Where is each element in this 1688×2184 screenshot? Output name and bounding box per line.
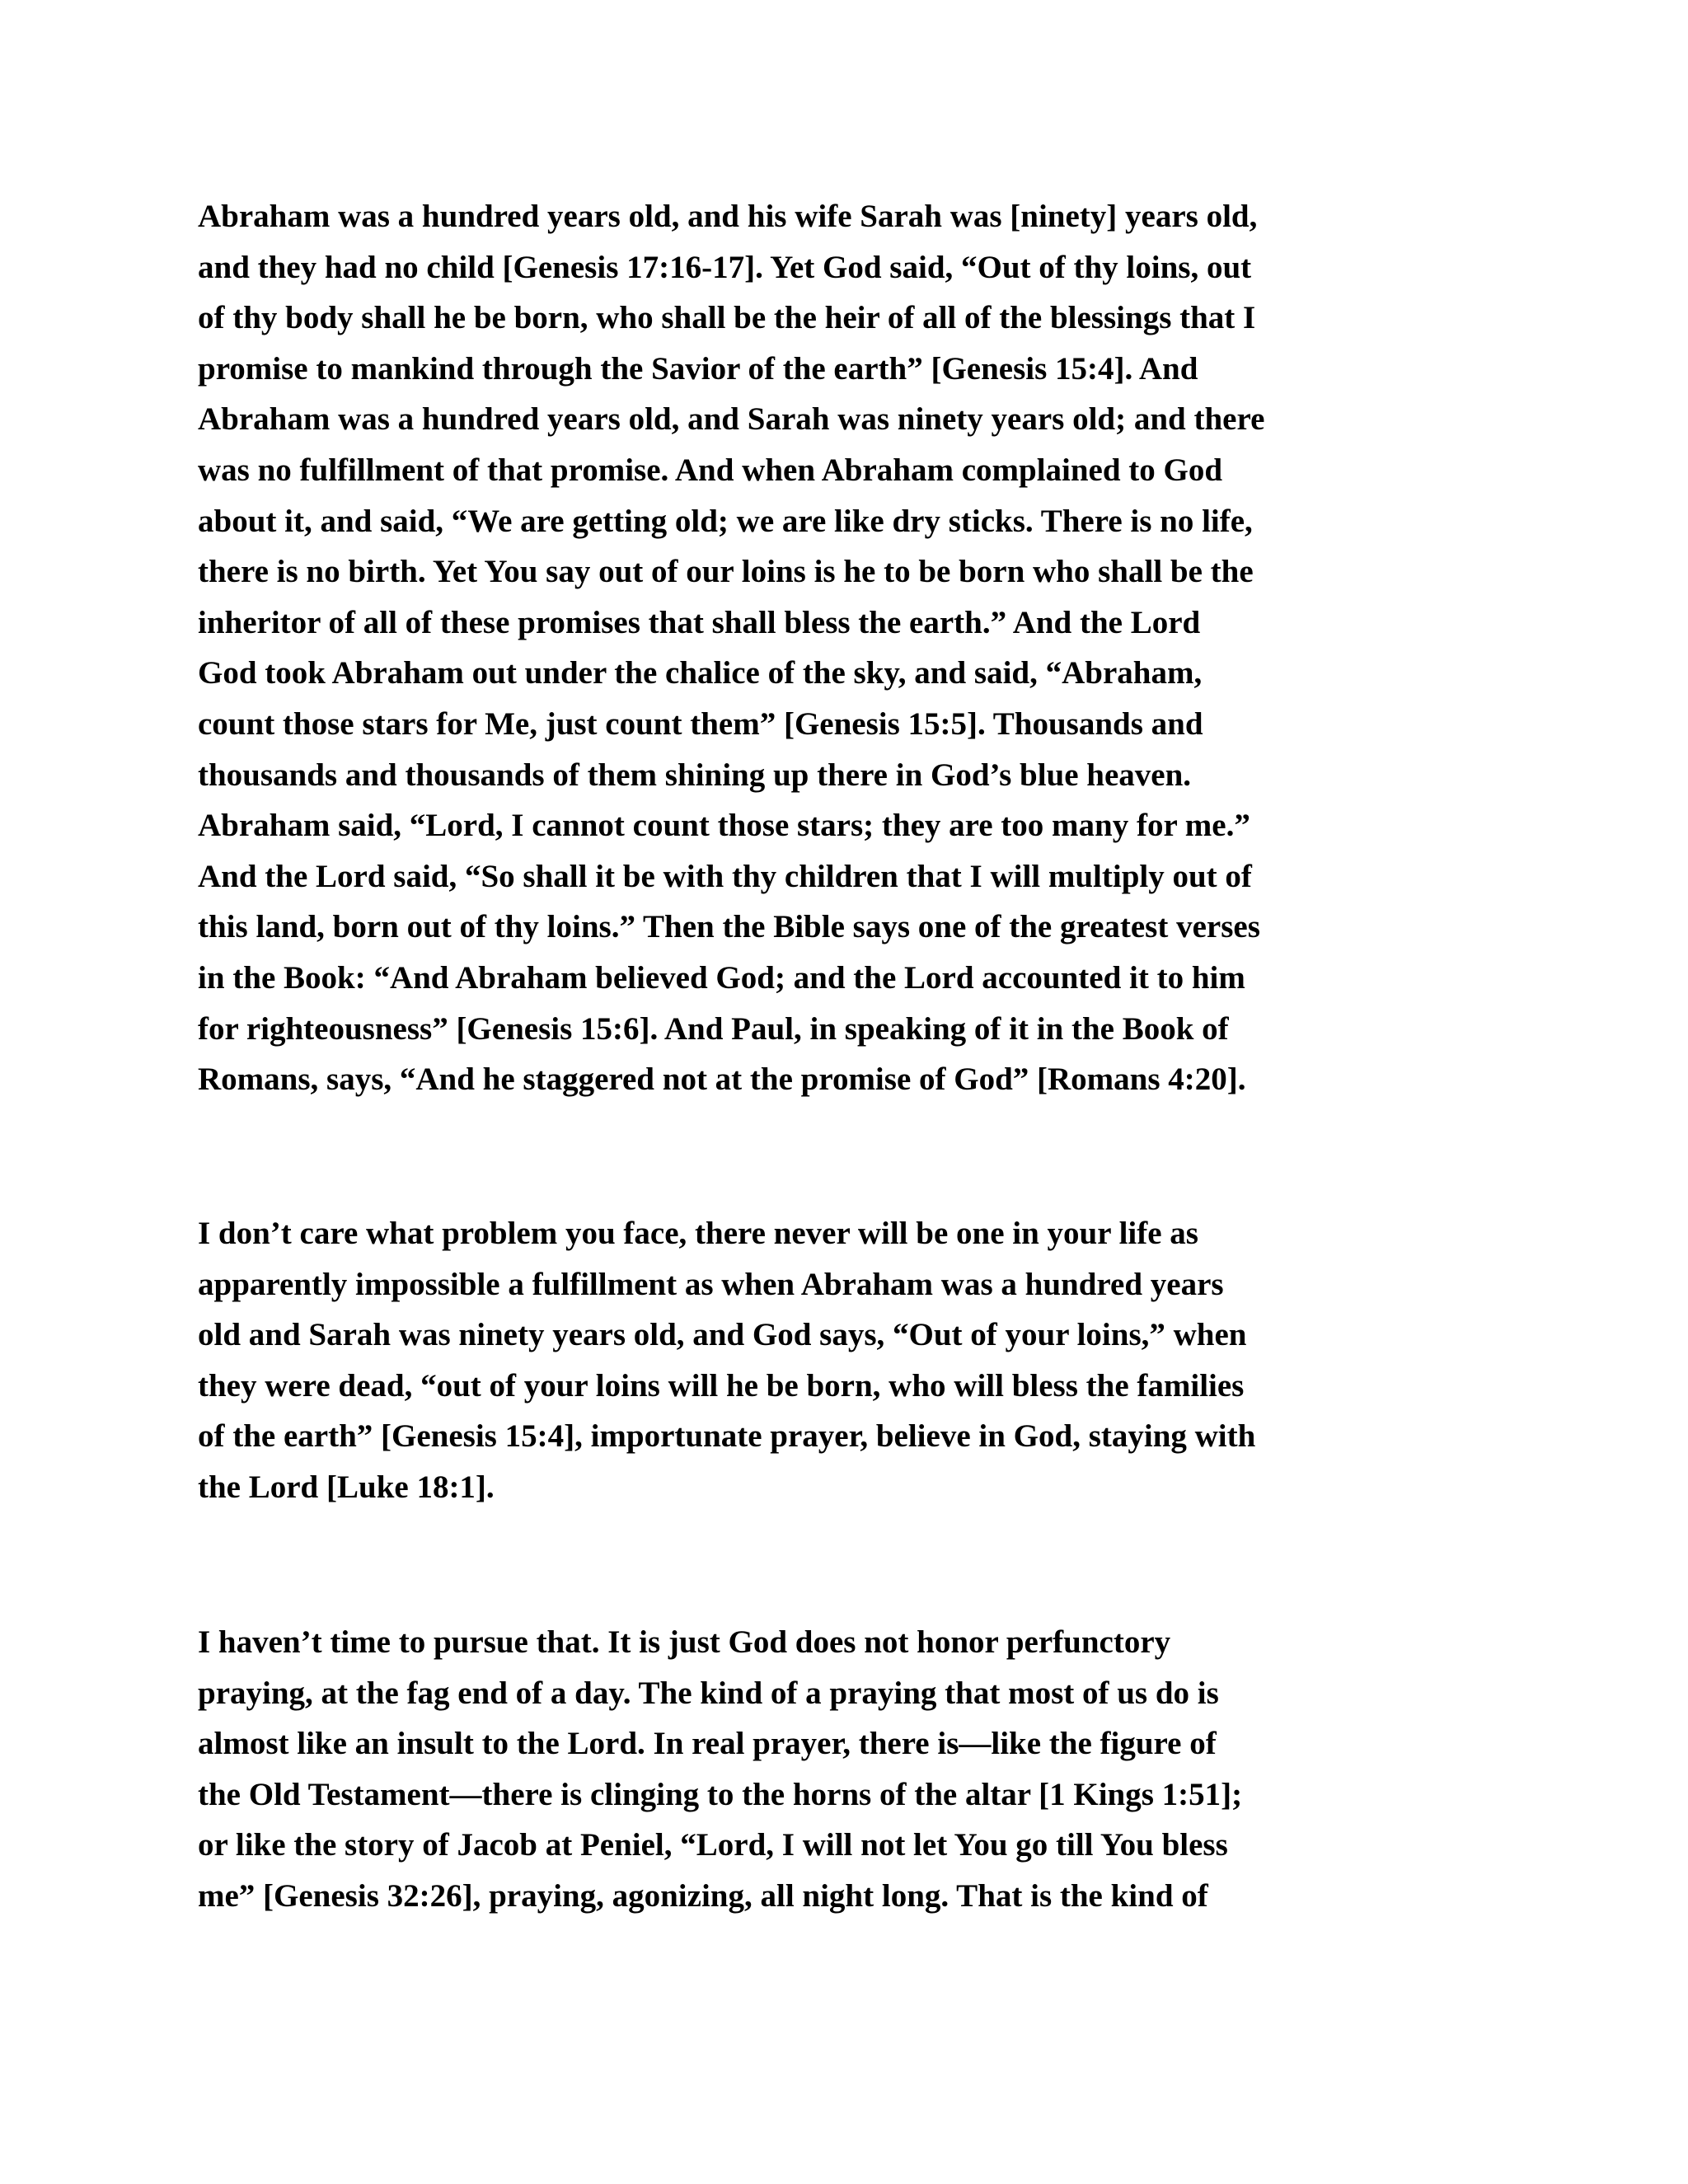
text-line: this land, born out of thy loins.” Then the Bible says one of the greatest verses	[198, 909, 1260, 945]
text-line: of thy body shall he be born, who shall be the heir of all of the blessings that I	[198, 300, 1256, 336]
text-line: Abraham was a hundred years old, and Sarah was ninety years old; and there	[198, 401, 1265, 438]
text-line: almost like an insult to the Lord. In real prayer, there is—like the figure of	[198, 1726, 1217, 1762]
text-line: count those stars for Me, just count them” [Genesis 15:5]. Thousands and	[198, 705, 1203, 742]
text-line: praying, at the fag end of a day. The kind of a praying that most of us do is	[198, 1675, 1219, 1711]
text-line: old and Sarah was ninety years old, and God says, “Out of your loins,” when	[198, 1317, 1247, 1353]
text-line: me” [Genesis 32:26], praying, agonizing, all night long. That is the kind of	[198, 1877, 1208, 1914]
text-line: or like the story of Jacob at Peniel, “Lord, I will not let You go till You bless	[198, 1827, 1228, 1863]
text-line: promise to mankind through the Savior of the earth” [Genesis 15:4]. And	[198, 350, 1198, 387]
text-line: Romans, says, “And he staggered not at the promise of God” [Romans 4:20].	[198, 1062, 1246, 1098]
text-line: in the Book: “And Abraham believed God; and the Lord accounted it to him	[198, 959, 1245, 996]
text-line: Abraham said, “Lord, I cannot count those stars; they are too many for me.”	[198, 808, 1250, 844]
paragraph-3	[198, 1617, 1500, 1922]
text-line: And the Lord said, “So shall it be with thy children that I will multiply out of	[198, 858, 1252, 894]
text-line: the Lord [Luke 18:1].	[198, 1469, 495, 1505]
text-line: and they had no child [Genesis 17:16-17]. Yet God said, “Out of thy loins, out	[198, 249, 1252, 285]
text-line: for righteousness” [Genesis 15:6]. And Paul, in speaking of it in the Book of	[198, 1010, 1229, 1047]
text-line: I don’t care what problem you face, there never will be one in your life as	[198, 1216, 1198, 1251]
text-line: thousands and thousands of them shining up there in God’s blue heaven.	[198, 757, 1192, 793]
text-line: God took Abraham out under the chalice of the sky, and said, “Abraham,	[198, 655, 1203, 691]
text-line: the Old Testament—there is clinging to the horns of the altar [1 Kings 1:51];	[198, 1776, 1243, 1812]
paragraph-2	[198, 1208, 1500, 1513]
text-line: Abraham was a hundred years old, and his wife Sarah was [ninety] years old,	[198, 199, 1258, 234]
text-line: inheritor of all of these promises that shall bless the earth.” And the Lord	[198, 604, 1201, 640]
text-line: they were dead, “out of your loins will he be born, who will bless the families	[198, 1367, 1245, 1404]
text-line: apparently impossible a fulfillment as when Abraham was a hundred years	[198, 1266, 1224, 1302]
text-line: I haven’t time to pursue that. It is just God does not honor perfunctory	[198, 1624, 1171, 1660]
text-line: of the earth” [Genesis 15:4], importunate prayer, believe in God, staying with	[198, 1418, 1256, 1455]
text-line: was no fulfillment of that promise. And when Abraham complained to God	[198, 452, 1223, 488]
text-line: about it, and said, “We are getting old; we are like dry sticks. There is no life,	[198, 503, 1253, 539]
text-line: there is no birth. Yet You say out of our loins is he to be born who shall be the	[198, 554, 1254, 590]
paragraph-1	[198, 191, 1500, 1105]
